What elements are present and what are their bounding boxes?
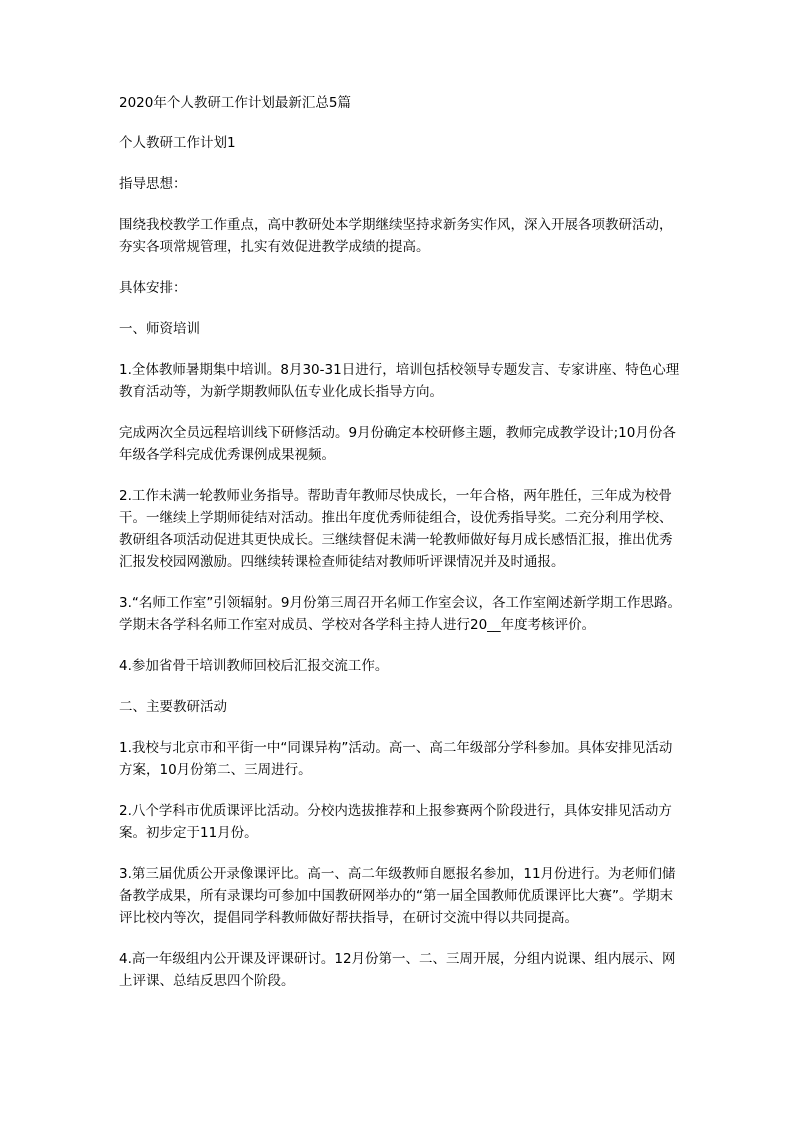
guiding-ideology-label: 指导思想： bbox=[119, 176, 187, 192]
training-item-online: 完成两次全员远程培训线下研修活动。9月份确定本校研修主题，教师完成教学设计;10月份各年级各学科完成优秀课例成果视频。 bbox=[119, 425, 676, 463]
activity-item-4: 4.高一年级组内公开课及评课研讨。12月份第一、二、三周开展，分组内说课、组内展示、网上评课、总结反思四个阶段。 bbox=[119, 951, 676, 989]
training-item-4: 4.参加省骨干培训教师回校后汇报交流工作。 bbox=[119, 658, 389, 674]
activity-item-2: 2.八个学科市优质课评比活动。分校内选拔推荐和上报参赛两个阶段进行，具体安排见活动方案。初步定于11月份。 bbox=[119, 803, 672, 841]
training-item-2: 2.工作未满一轮教师业务指导。帮助青年教师尽快成长，一年合格，两年胜任，三年成为校骨干。一继续上学期师徒结对活动。推出年度优秀师徒组合，设优秀指导奖。二充分利用学校、教研组各项活动促进其更快成长。三继续督促未满一轮教师做好每月成长感悟汇报，推出优秀汇报发校园网激励。四继续转课检查师徒结对教师听评课情况并及时通报。 bbox=[119, 488, 673, 570]
arrangement-label: 具体安排： bbox=[119, 280, 187, 296]
training-item-1: 1.全体教师暑期集中培训。8月30-31日进行，培训包括校领导专题发言、专家讲座、特色心理教育活动等，为新学期教师队伍专业化成长指导方向。 bbox=[119, 362, 680, 400]
training-item-3: 3.“名师工作室”引领辐射。9月份第三周召开名师工作室会议，各工作室阐述新学期工作思路。学期末各学科名师工作室对成员、学校对各学科主持人进行20__年度考核评价。 bbox=[119, 595, 681, 633]
activity-item-3: 3.第三届优质公开录像课评比。高一、高二年级教师自愿报名参加，11月份进行。为老师们储备教学成果，所有录课均可参加中国教研网举办的“第一届全国教师优质课评比大赛”。学期末评比校内等次，提倡同学科教师做好帮扶指导，在研讨交流中得以共同提高。 bbox=[119, 866, 676, 926]
guiding-ideology-text: 围绕我校教学工作重点，高中教研处本学期继续坚持求新务实作风，深入开展各项教研活动，夯实各项常规管理，扎实有效促进教学成绩的提高。 bbox=[119, 217, 673, 255]
section-teacher-training: 一、师资培训 bbox=[119, 321, 200, 337]
document-body bbox=[119, 92, 684, 1011]
section-main-activities: 二、主要教研活动 bbox=[119, 699, 227, 715]
document-title: 2020年个人教研工作计划最新汇总5篇 bbox=[119, 95, 351, 111]
activity-item-1: 1.我校与北京市和平街一中“同课异构”活动。高一、高二年级部分学科参加。具体安排见活动方案，10月份第二、三周进行。 bbox=[119, 740, 673, 778]
section-heading-plan-1: 个人教研工作计划1 bbox=[119, 135, 236, 151]
